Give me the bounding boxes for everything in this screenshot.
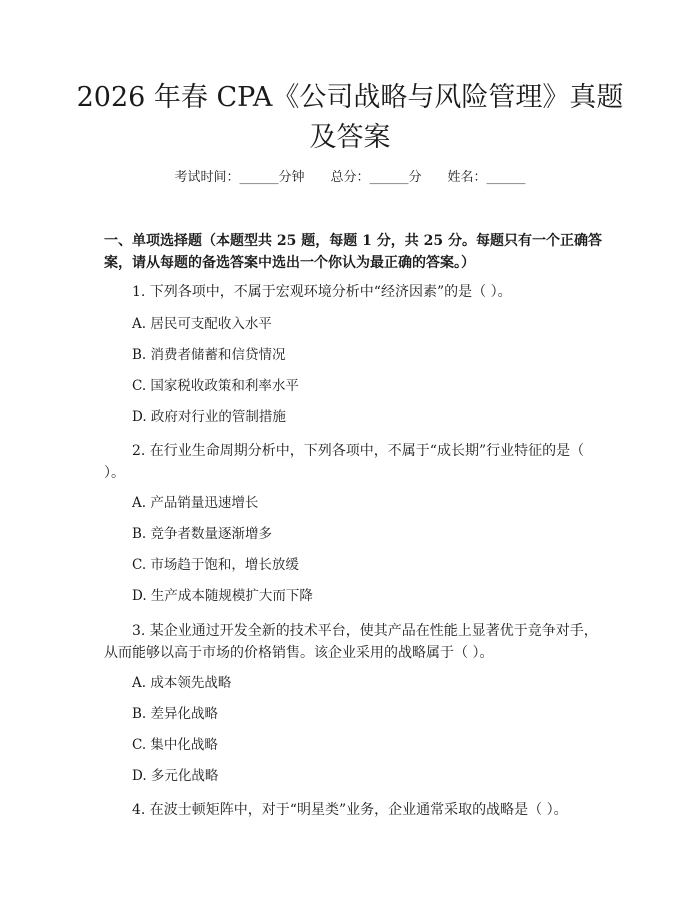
question-stem: 1. 下列各项中，不属于宏观环境分析中“经济因素”的是（ ）。 <box>132 284 512 300</box>
question-option: A. 成本领先战略 <box>132 675 232 691</box>
page-title <box>60 78 640 158</box>
question-stem: 2. 在行业生命周期分析中，下列各项中，不属于“成长期”行业特征的是（ ）。 <box>104 443 585 481</box>
title-line-2: 及答案 <box>309 122 391 153</box>
question-option: B. 消费者储蓄和信贷情况 <box>132 347 286 363</box>
time-blank: ______ <box>239 170 279 185</box>
question-option: D. 生产成本随规模扩大而下降 <box>132 588 313 604</box>
question-option: C. 市场趋于饱和，增长放缓 <box>132 557 299 573</box>
score-label: 总分： <box>330 170 370 185</box>
question-option: A. 居民可支配收入水平 <box>132 316 272 332</box>
name-label: 姓名： <box>447 170 487 185</box>
score-unit: 分 <box>408 170 422 185</box>
score-blank: ______ <box>369 170 409 185</box>
time-label: 考试时间： <box>174 170 240 185</box>
name-blank: ______ <box>486 170 526 185</box>
section-heading: 一、单项选择题（本题型共 25 题，每题 1 分，共 25 分。每题只有一个正确答案，请从每题的备选答案中选出一个你认为最正确的答案。） <box>104 233 602 271</box>
time-unit: 分钟 <box>278 170 305 185</box>
question-option: D. 政府对行业的管制措施 <box>132 409 286 425</box>
question-option: C. 国家税收政策和利率水平 <box>132 378 299 394</box>
question-stem: 4. 在波士顿矩阵中，对于“明星类”业务，企业通常采取的战略是（ ）。 <box>132 802 568 818</box>
exam-meta <box>0 168 700 188</box>
question-option: D. 多元化战略 <box>132 768 219 784</box>
title-line-1: 2026 年春 CPA《公司战略与风险管理》真题 <box>76 82 624 113</box>
question-option: A. 产品销量迅速增长 <box>132 495 259 511</box>
question-stem: 3. 某企业通过开发全新的技术平台，使其产品在性能上显著优于竞争对手，从而能够以高于市场的价格销售。该企业采用的战略属于（ ）。 <box>104 623 598 661</box>
question-option: C. 集中化战略 <box>132 737 218 753</box>
question-option: B. 竞争者数量逐渐增多 <box>132 526 273 542</box>
question-option: B. 差异化战略 <box>132 706 219 722</box>
